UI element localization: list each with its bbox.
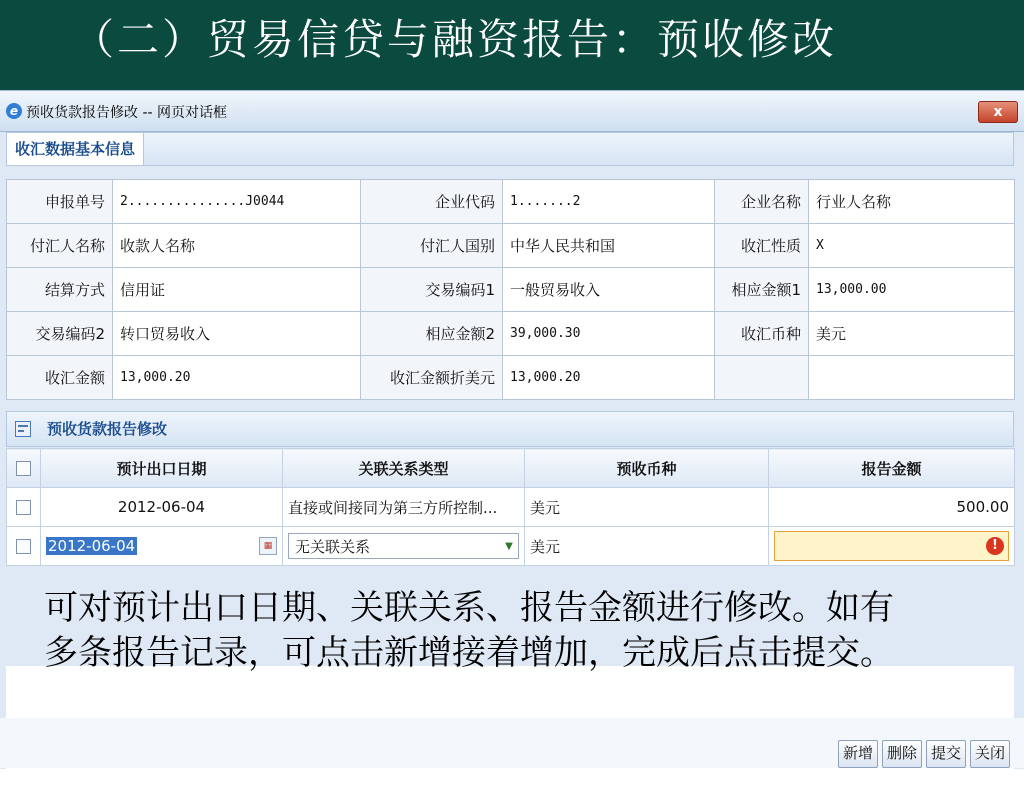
- dialog-title: 预收货款报告修改 -- 网页对话框: [26, 105, 228, 121]
- label-amount-2: 相应金额2: [361, 312, 503, 356]
- date-editor-cell: [41, 527, 283, 566]
- select-all-checkbox[interactable]: [16, 461, 31, 476]
- close-window-button[interactable]: x: [978, 101, 1018, 123]
- instruction-note: 可对预计出口日期、关联关系、报告金额进行修改。如有多条报告记录，可点击新增接着增加，完成后点击提交。: [44, 588, 894, 673]
- report-grid: [6, 448, 1015, 566]
- info-row: [7, 180, 1015, 224]
- row-checkbox[interactable]: [16, 500, 31, 515]
- value-amount-1: 13,000.00: [809, 268, 1015, 312]
- label-company-name: 企业名称: [715, 180, 809, 224]
- label-receipt-amount-usd: 收汇金额折美元: [361, 356, 503, 400]
- report-edit-header: [6, 411, 1014, 447]
- label-declaration-no: 申报单号: [7, 180, 113, 224]
- value-company-name: 行业人名称: [809, 180, 1015, 224]
- cell-report-amount[interactable]: 500.00: [769, 488, 1015, 527]
- header-report-amount[interactable]: 报告金额: [769, 449, 1015, 488]
- cell-currency: 美元: [525, 488, 769, 527]
- table-row: [7, 527, 1015, 566]
- cell-export-date[interactable]: 2012-06-04: [41, 488, 283, 527]
- dialog-footer: [0, 718, 1024, 768]
- relation-type-select[interactable]: [288, 533, 519, 559]
- info-row: [7, 268, 1015, 312]
- value-receipt-amount-usd: 13,000.20: [503, 356, 715, 400]
- report-amount-input[interactable]: [774, 531, 1009, 561]
- info-row: [7, 224, 1015, 268]
- value-settlement-method: 信用证: [113, 268, 361, 312]
- value-transaction-code-2: 转口贸易收入: [113, 312, 361, 356]
- basic-info-header: [6, 132, 1014, 166]
- row-select-cell: [7, 527, 41, 566]
- export-date-input[interactable]: [46, 537, 277, 555]
- cell-relation-type[interactable]: 直接或间接同为第三方所控制...: [283, 488, 525, 527]
- grid-header-row: [7, 449, 1015, 488]
- row-select-cell: [7, 488, 41, 527]
- label-receipt-amount: 收汇金额: [7, 356, 113, 400]
- label-receipt-currency: 收汇币种: [715, 312, 809, 356]
- calendar-icon[interactable]: ▦: [259, 537, 277, 555]
- label-settlement-method: 结算方式: [7, 268, 113, 312]
- report-edit-title: 预收货款报告修改: [47, 420, 168, 438]
- label-amount-1: 相应金额1: [715, 268, 809, 312]
- export-date-value[interactable]: 2012-06-04: [48, 537, 136, 555]
- action-buttons: [838, 740, 1010, 768]
- info-row: [7, 312, 1015, 356]
- value-payer-country: 中华人民共和国: [503, 224, 715, 268]
- relation-type-selected: 无关联关系: [295, 537, 371, 556]
- amount-editor-cell: [769, 527, 1015, 566]
- form-icon: [15, 421, 31, 437]
- value-declaration-no: 2...............J0044: [113, 180, 361, 224]
- basic-info-table: [6, 179, 1015, 400]
- label-payer-country: 付汇人国别: [361, 224, 503, 268]
- submit-button[interactable]: 提交: [926, 740, 966, 768]
- close-button[interactable]: 关闭: [970, 740, 1010, 768]
- value-company-code: 1.......2: [503, 180, 715, 224]
- relation-editor-cell: [283, 527, 525, 566]
- slide-header: [0, 0, 1024, 90]
- browser-icon: e: [6, 103, 22, 119]
- value-payer-name: 收款人名称: [113, 224, 361, 268]
- label-transaction-code-2: 交易编码2: [7, 312, 113, 356]
- row-checkbox[interactable]: [16, 539, 31, 554]
- value-empty: [809, 356, 1015, 400]
- header-relation-type[interactable]: 关联关系类型: [283, 449, 525, 488]
- value-transaction-code-1: 一般贸易收入: [503, 268, 715, 312]
- table-row: [7, 488, 1015, 527]
- tab-basic-info[interactable]: 收汇数据基本信息: [7, 133, 144, 165]
- error-icon: !: [986, 537, 1004, 555]
- label-transaction-code-1: 交易编码1: [361, 268, 503, 312]
- header-export-date[interactable]: 预计出口日期: [41, 449, 283, 488]
- label-company-code: 企业代码: [361, 180, 503, 224]
- label-receipt-nature: 收汇性质: [715, 224, 809, 268]
- chevron-down-icon[interactable]: ▼: [505, 540, 513, 552]
- delete-button[interactable]: 删除: [882, 740, 922, 768]
- dialog-titlebar: [0, 91, 1024, 132]
- label-payer-name: 付汇人名称: [7, 224, 113, 268]
- header-currency[interactable]: 预收币种: [525, 449, 769, 488]
- value-receipt-currency: 美元: [809, 312, 1015, 356]
- add-button[interactable]: 新增: [838, 740, 878, 768]
- value-receipt-nature: X: [809, 224, 1015, 268]
- cell-currency: 美元: [525, 527, 769, 566]
- slide-title: （二）贸易信贷与融资报告：预收修改: [72, 15, 838, 64]
- info-row: [7, 356, 1015, 400]
- select-all-cell: [7, 449, 41, 488]
- value-amount-2: 39,000.30: [503, 312, 715, 356]
- value-receipt-amount: 13,000.20: [113, 356, 361, 400]
- label-empty: [715, 356, 809, 400]
